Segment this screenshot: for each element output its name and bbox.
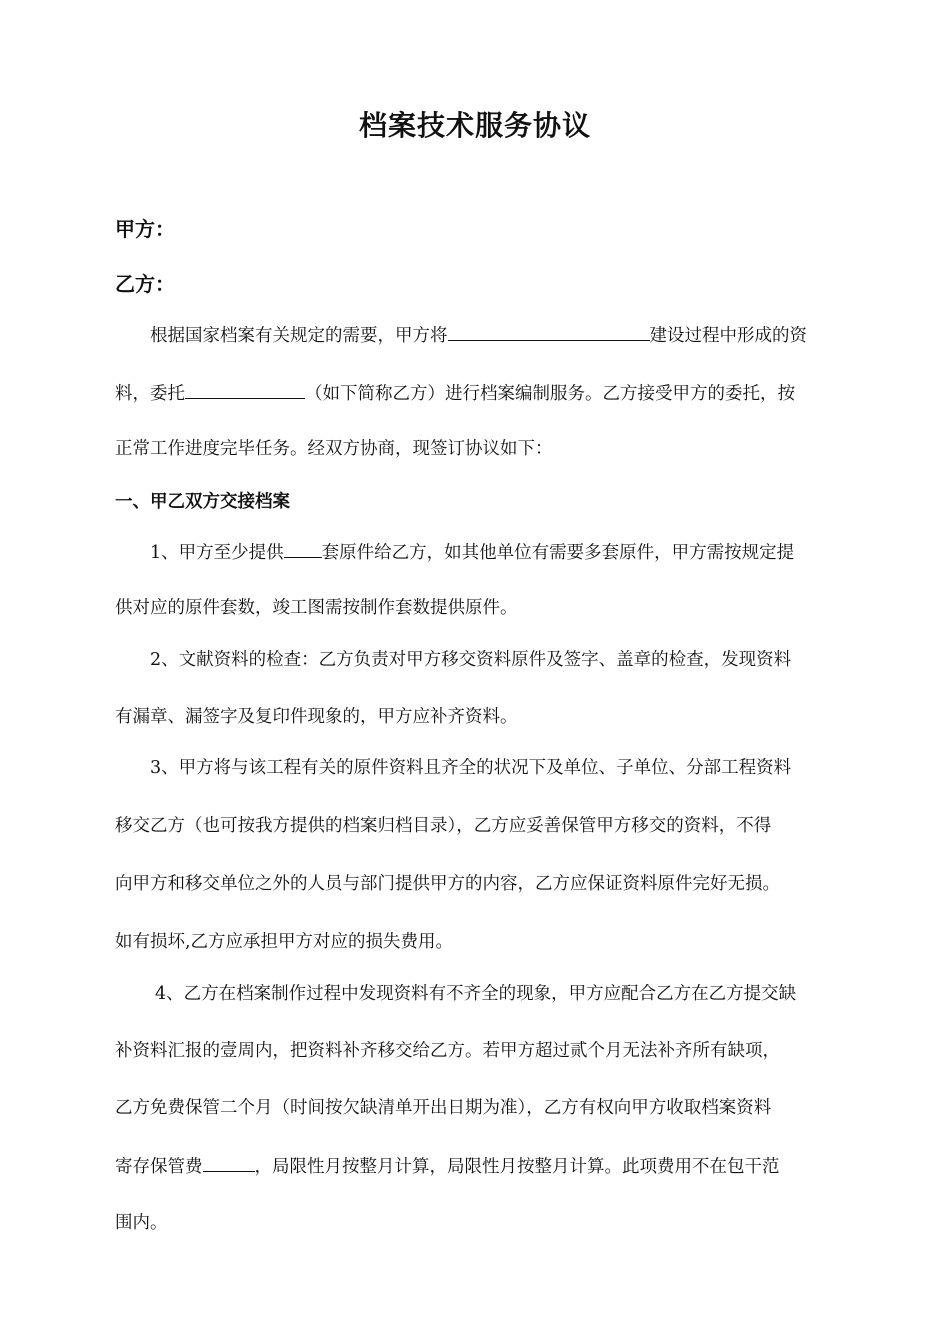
item-4-line-3: 乙方免费保管二个月（时间按欠缺清单开出日期为准），乙方有权向甲方收取档案资料: [115, 1098, 772, 1118]
item-4-line-4: [115, 1153, 860, 1179]
party-a-label: 甲方：: [115, 217, 175, 241]
item-1-line-1: [115, 539, 860, 565]
item-2-line-2: 有漏章、漏签字及复印件现象的，甲方应补齐资料。: [115, 707, 518, 727]
intro-line-3: 正常工作进度完毕任务。经双方协商，现签订协议如下：: [115, 439, 553, 459]
item-4-line-2: 补资料汇报的壹周内，把资料补齐移交给乙方。若甲方超过贰个月无法补齐所有缺项，: [115, 1041, 780, 1061]
intro-text: 根据国家档案有关规定的需要，甲方将: [150, 326, 448, 346]
item-4-line-5: 围内。: [115, 1213, 168, 1233]
storage-fee-blank: [203, 1153, 255, 1172]
project-name-blank: [448, 322, 650, 341]
item-text: 寄存保管费: [115, 1157, 203, 1177]
party-b-label: 乙方：: [115, 272, 175, 296]
item-4-line-1: [115, 982, 860, 1006]
item-text: 4、乙方在档案制作过程中发现资料有不齐全的现象，甲方应配合乙方在乙方提交缺: [155, 984, 797, 1004]
intro-text: 料，委托: [115, 384, 185, 404]
intro-text: 建设过程中形成的资: [649, 326, 807, 346]
section-heading: 一、甲乙双方交接档案: [115, 492, 290, 512]
document-title: 档案技术服务协议: [358, 109, 591, 142]
item-text: 套原件给乙方，如其他单位有需要多套原件，甲方需按规定提: [321, 543, 795, 563]
item-3-line-1: [115, 756, 860, 780]
item-text: 3、甲方将与该工程有关的原件资料且齐全的状况下及单位、子单位、分部工程资料: [150, 758, 792, 778]
item-3-line-4: 如有损坏,乙方应承担甲方对应的损失费用。: [115, 932, 454, 952]
item-3-line-3: 向甲方和移交单位之外的人员与部门提供甲方的内容，乙方应保证资料原件完好无损。: [115, 874, 780, 894]
item-text: ，局限性月按整月计算，局限性月按整月计算。此项费用不在包干范: [254, 1157, 780, 1177]
intro-text: （如下简称乙方）进行档案编制服务。乙方接受甲方的委托，按: [305, 384, 795, 404]
contractor-name-blank: [185, 380, 305, 399]
item-text: 1、甲方至少提供: [150, 543, 284, 563]
item-text: 2、文献资料的检查：乙方负责对甲方移交资料原件及签字、盖章的检查，发现资料: [150, 650, 792, 670]
copies-count-blank: [284, 539, 322, 558]
item-3-line-2: 移交乙方（也可按我方提供的档案归档目录），乙方应妥善保管甲方移交的资料，不得: [115, 816, 772, 836]
item-2-line-1: [115, 648, 860, 672]
intro-line-1: [115, 322, 860, 348]
intro-line-2: [115, 380, 860, 406]
item-1-line-2: 供对应的原件套数，竣工图需按制作套数提供原件。: [115, 598, 518, 618]
